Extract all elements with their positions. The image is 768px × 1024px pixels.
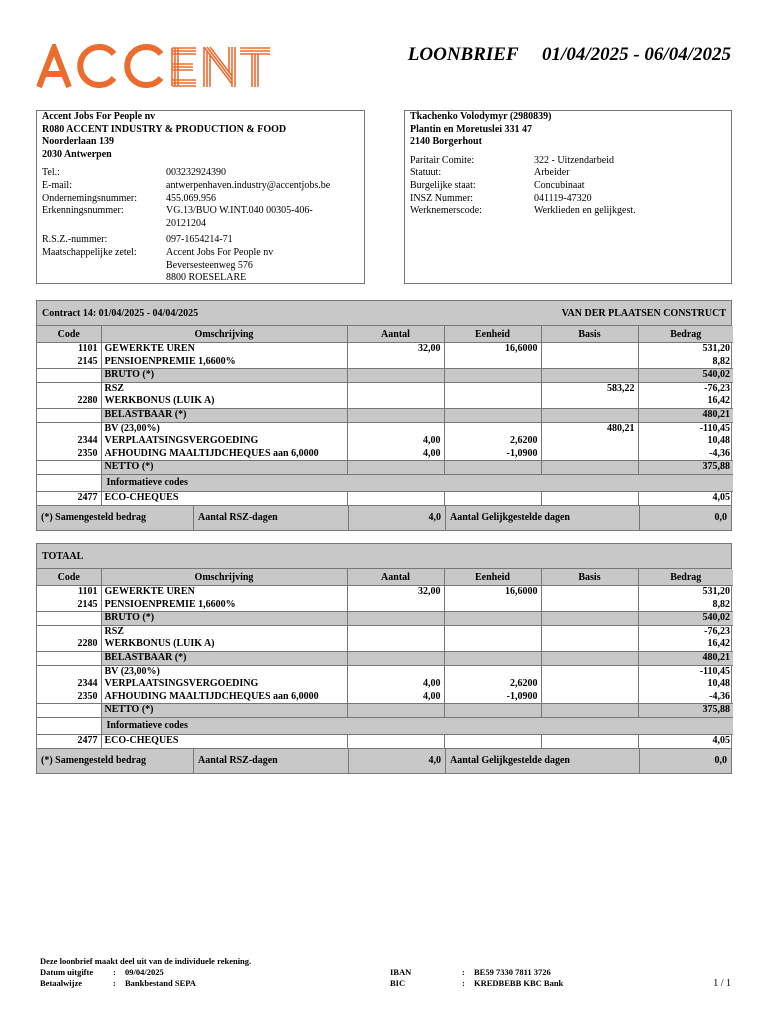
worker-field: Werknemerscode: Werklieden en gelijkgest. <box>410 205 636 217</box>
section-header <box>37 544 731 569</box>
cell-aantal <box>347 369 444 383</box>
cell-bedrag: 480,21 <box>638 651 733 665</box>
table-row <box>37 356 733 369</box>
cell-desc: ECO-CHEQUES <box>101 491 347 504</box>
employer-field: Erkenningsnummer: VG.13/BUO W.INT.040 00305-406- <box>42 205 313 217</box>
cell-code: 2145 <box>37 356 101 369</box>
cell-bedrag: 4,05 <box>638 734 733 747</box>
employer-fields <box>42 167 359 284</box>
employer-field: Tel.: 003232924390 <box>42 167 226 179</box>
cell-code <box>37 651 101 665</box>
cell-code <box>37 369 101 383</box>
info-codes-row <box>37 474 733 491</box>
cell-code: 2280 <box>37 638 101 651</box>
footer-note: Deze loonbrief maakt deel uit van de individuele rekening. <box>40 956 252 966</box>
cell-desc: BELASTBAAR (*) <box>101 408 347 422</box>
table-row <box>37 678 733 691</box>
cell-aantal <box>347 734 444 747</box>
cell-desc: BRUTO (*) <box>101 612 347 626</box>
cell-bedrag: -76,23 <box>638 625 733 638</box>
worker-name: Tkachenko Volodymyr (2980839) <box>410 111 552 122</box>
cell-desc: ECO-CHEQUES <box>101 734 347 747</box>
cell-bedrag: 8,82 <box>638 599 733 612</box>
cell-desc: WERKBONUS (LUIK A) <box>101 638 347 651</box>
cell-basis <box>541 678 638 691</box>
cell-basis <box>541 356 638 369</box>
document-title: LOONBRIEF 01/04/2025 - 06/04/2025 <box>407 44 731 65</box>
employer-division: R080 ACCENT INDUSTRY & PRODUCTION & FOOD <box>42 123 287 135</box>
cell-aantal: 4,00 <box>347 691 444 704</box>
cell-eenheid <box>444 422 541 435</box>
section-footer <box>37 505 731 530</box>
issue-date-label: Datum uitgifte <box>40 967 94 977</box>
section-footer <box>37 748 731 773</box>
cell-code: 2350 <box>37 448 101 461</box>
cell-eenheid <box>444 491 541 504</box>
table-row <box>37 691 733 704</box>
cell-basis <box>541 651 638 665</box>
employer-field: 8800 ROESELARE <box>166 272 247 284</box>
cell-desc: PENSIOENPREMIE 1,6600% <box>101 356 347 369</box>
cell-code: 2344 <box>37 435 101 448</box>
cell-desc: VERPLAATSINGSVERGOEDING <box>101 435 347 448</box>
cell-desc: AFHOUDING MAALTIJDCHEQUES aan 6,0000 <box>101 691 347 704</box>
cell-eenheid <box>444 408 541 422</box>
section-title: TOTAAL <box>42 550 84 562</box>
worker-city: 2140 Borgerhout <box>410 136 482 148</box>
cell-basis <box>541 435 638 448</box>
cell-eenheid <box>444 461 541 475</box>
cell-desc: BV (23,00%) <box>101 422 347 435</box>
table-row <box>37 665 733 678</box>
column-header: Eenheid <box>444 569 541 586</box>
cell-bedrag: 375,88 <box>638 704 733 718</box>
table-row <box>37 408 733 422</box>
cell-eenheid: 2,6200 <box>444 678 541 691</box>
worker-box <box>404 110 732 284</box>
cell-code: 2280 <box>37 395 101 408</box>
cell-desc: BV (23,00%) <box>101 665 347 678</box>
cell-eenheid <box>444 651 541 665</box>
cell-desc: NETTO (*) <box>101 461 347 475</box>
payment-method-label: Betaalwijze <box>40 978 83 988</box>
cell-code <box>37 612 101 626</box>
cell-aantal <box>347 422 444 435</box>
employer-field: R.S.Z.-nummer: 097-1654214-71 <box>42 234 233 246</box>
rsz-days-value: 4,0 <box>348 749 445 773</box>
cell-code <box>37 422 101 435</box>
column-header: Eenheid <box>444 326 541 343</box>
cell-eenheid: -1,0900 <box>444 448 541 461</box>
employer-field: Beversesteenweg 576 <box>166 259 253 271</box>
cell-basis <box>541 691 638 704</box>
cell-aantal <box>347 665 444 678</box>
table-row <box>37 625 733 638</box>
column-header: Omschrijving <box>101 326 347 343</box>
worker-street: Plantin en Moretuslei 331 47 <box>410 123 533 135</box>
info-codes-label: Informatieve codes <box>101 474 733 491</box>
info-codes-row <box>37 717 733 734</box>
cell-code: 2344 <box>37 678 101 691</box>
cell-aantal <box>347 491 444 504</box>
cell-bedrag: 480,21 <box>638 408 733 422</box>
cell-desc: GEWERKTE UREN <box>101 343 347 356</box>
cell-bedrag: 16,42 <box>638 395 733 408</box>
cell-eenheid <box>444 704 541 718</box>
table-row <box>37 395 733 408</box>
cell-eenheid <box>444 395 541 408</box>
cell-aantal <box>347 395 444 408</box>
cell-code: 2350 <box>37 691 101 704</box>
column-header: Omschrijving <box>101 569 347 586</box>
cell-basis <box>541 369 638 383</box>
cell-basis <box>541 734 638 747</box>
bic-label: BIC <box>390 978 406 988</box>
cell-eenheid <box>444 356 541 369</box>
cell-aantal <box>347 612 444 626</box>
document-footer <box>40 956 732 989</box>
cell-aantal <box>347 408 444 422</box>
cell-bedrag: 10,48 <box>638 435 733 448</box>
employer-field: Maatschappelijke zetel: Accent Jobs For People nv <box>42 246 274 258</box>
worker-field: Statuut: Arbeider <box>410 167 570 179</box>
cell-eenheid <box>444 369 541 383</box>
composite-note: (*) Samengesteld bedrag <box>41 512 146 524</box>
cell-basis <box>541 461 638 475</box>
cell-basis <box>541 704 638 718</box>
employer-field: E-mail: antwerpenhaven.industry@accentjobs.be <box>42 179 331 191</box>
cell-bedrag: 8,82 <box>638 356 733 369</box>
cell-aantal <box>347 638 444 651</box>
cell-basis <box>541 625 638 638</box>
cell-basis <box>541 586 638 599</box>
iban-value: BE59 7330 7811 3726 <box>474 967 551 977</box>
table-row <box>37 651 733 665</box>
employer-box <box>36 110 365 284</box>
cell-eenheid <box>444 382 541 395</box>
cell-eenheid: 2,6200 <box>444 435 541 448</box>
cell-code <box>37 665 101 678</box>
cell-bedrag: 540,02 <box>638 369 733 383</box>
cell-code: 2145 <box>37 599 101 612</box>
section-header <box>37 301 731 326</box>
table-row <box>37 586 733 599</box>
table-row <box>37 435 733 448</box>
page-number: 1 / 1 <box>713 978 731 989</box>
cell-bedrag: -4,36 <box>638 448 733 461</box>
cell-code: 1101 <box>37 343 101 356</box>
worker-field: INSZ Nummer: 041119-47320 <box>410 192 592 204</box>
cell-bedrag: 4,05 <box>638 491 733 504</box>
column-header: Code <box>37 569 101 586</box>
section-client: VAN DER PLAATSEN CONSTRUCT <box>561 307 726 319</box>
table-header-row <box>37 569 733 586</box>
footer-row: Betaalwijze : Bankbestand SEPA BIC : KREDBEBB KBC Bank <box>40 978 732 989</box>
cell-aantal: 32,00 <box>347 343 444 356</box>
cell-basis <box>541 665 638 678</box>
cell-basis: 480,21 <box>541 422 638 435</box>
composite-note: (*) Samengesteld bedrag <box>41 755 146 767</box>
cell-eenheid: 16,6000 <box>444 343 541 356</box>
cell-bedrag: 375,88 <box>638 461 733 475</box>
cell-bedrag: -4,36 <box>638 691 733 704</box>
cell-eenheid <box>444 625 541 638</box>
cell-basis <box>541 612 638 626</box>
cell-bedrag: 531,20 <box>638 343 733 356</box>
table-row <box>37 382 733 395</box>
employer-city: 2030 Antwerpen <box>42 148 112 160</box>
column-header: Code <box>37 326 101 343</box>
table-row <box>37 461 733 475</box>
payment-method-value: Bankbestand SEPA <box>125 978 196 988</box>
cell-desc: BRUTO (*) <box>101 369 347 383</box>
iban-label: IBAN <box>390 967 412 977</box>
column-header: Bedrag <box>638 326 733 343</box>
cell-bedrag: 10,48 <box>638 678 733 691</box>
cell-code <box>37 408 101 422</box>
column-header: Basis <box>541 569 638 586</box>
cell-desc: BELASTBAAR (*) <box>101 651 347 665</box>
employer-name: Accent Jobs For People nv <box>42 111 156 122</box>
cell-basis <box>541 599 638 612</box>
table-row <box>37 612 733 626</box>
table-row <box>37 491 733 504</box>
cell-code: 1101 <box>37 586 101 599</box>
info-codes-label: Informatieve codes <box>101 717 733 734</box>
cell-desc: WERKBONUS (LUIK A) <box>101 395 347 408</box>
cell-aantal: 32,00 <box>347 586 444 599</box>
cell-desc: AFHOUDING MAALTIJDCHEQUES aan 6,0000 <box>101 448 347 461</box>
cell-basis <box>541 343 638 356</box>
cell-aantal <box>347 704 444 718</box>
cell-eenheid <box>444 734 541 747</box>
equivalent-days-value: 0,0 <box>639 506 731 530</box>
rsz-days-label: Aantal RSZ-dagen <box>193 506 348 530</box>
rsz-days-label: Aantal RSZ-dagen <box>193 749 348 773</box>
cell-desc: GEWERKTE UREN <box>101 586 347 599</box>
cell-desc: NETTO (*) <box>101 704 347 718</box>
cell-eenheid: 16,6000 <box>444 586 541 599</box>
cell-bedrag: 16,42 <box>638 638 733 651</box>
footer-row: Datum uitgifte : 09/04/2025 IBAN : BE59 7330 7811 3726 <box>40 967 732 978</box>
document-period: 01/04/2025 - 06/04/2025 <box>542 44 731 65</box>
cell-basis <box>541 491 638 504</box>
table-row <box>37 734 733 747</box>
cell-basis <box>541 638 638 651</box>
employer-field: Ondernemingsnummer: 455.069.956 <box>42 192 216 204</box>
cell-aantal <box>347 599 444 612</box>
cell-desc: RSZ <box>101 625 347 638</box>
cell-aantal <box>347 461 444 475</box>
cell-aantal: 4,00 <box>347 435 444 448</box>
worker-field: Paritair Comite: 322 - Uitzendarbeid <box>410 154 614 166</box>
cell-eenheid <box>444 599 541 612</box>
cell-aantal: 4,00 <box>347 678 444 691</box>
accent-logo <box>36 44 271 88</box>
cell-basis <box>541 395 638 408</box>
cell-aantal <box>347 625 444 638</box>
cell-desc: PENSIOENPREMIE 1,6600% <box>101 599 347 612</box>
equivalent-days-value: 0,0 <box>639 749 731 773</box>
rsz-days-value: 4,0 <box>348 506 445 530</box>
bic-value: KREDBEBB KBC Bank <box>474 978 564 988</box>
cell-code <box>37 382 101 395</box>
cell-aantal <box>347 356 444 369</box>
contract-pay-table <box>36 300 732 531</box>
worker-fields <box>410 155 726 218</box>
cell-code <box>37 704 101 718</box>
total-pay-table <box>36 543 732 774</box>
cell-bedrag: 540,02 <box>638 612 733 626</box>
cell-desc: VERPLAATSINGSVERGOEDING <box>101 678 347 691</box>
employer-street: Noorderlaan 139 <box>42 136 114 148</box>
cell-code: 2477 <box>37 734 101 747</box>
cell-aantal <box>347 651 444 665</box>
table-row <box>37 448 733 461</box>
column-header: Basis <box>541 326 638 343</box>
cell-basis: 583,22 <box>541 382 638 395</box>
cell-code <box>37 625 101 638</box>
cell-bedrag: -110,45 <box>638 665 733 678</box>
cell-code: 2477 <box>37 491 101 504</box>
table-row <box>37 599 733 612</box>
cell-aantal <box>347 382 444 395</box>
column-header: Aantal <box>347 326 444 343</box>
equivalent-days-label: Aantal Gelijkgestelde dagen <box>445 506 639 530</box>
cell-eenheid: -1,0900 <box>444 691 541 704</box>
section-title: Contract 14: 01/04/2025 - 04/04/2025 <box>42 307 199 319</box>
cell-eenheid <box>444 638 541 651</box>
cell-code <box>37 461 101 475</box>
table-row <box>37 704 733 718</box>
pay-lines-table <box>37 326 733 505</box>
column-header: Aantal <box>347 569 444 586</box>
employer-field: 20121204 <box>166 217 206 229</box>
column-header: Bedrag <box>638 569 733 586</box>
cell-bedrag: -110,45 <box>638 422 733 435</box>
cell-bedrag: -76,23 <box>638 382 733 395</box>
cell-basis <box>541 448 638 461</box>
table-row <box>37 638 733 651</box>
table-row <box>37 369 733 383</box>
cell-aantal: 4,00 <box>347 448 444 461</box>
cell-basis <box>541 408 638 422</box>
pay-lines-table <box>37 569 733 748</box>
cell-desc: RSZ <box>101 382 347 395</box>
equivalent-days-label: Aantal Gelijkgestelde dagen <box>445 749 639 773</box>
cell-eenheid <box>444 612 541 626</box>
worker-field: Burgelijke staat: Concubinaat <box>410 179 585 191</box>
cell-eenheid <box>444 665 541 678</box>
table-row <box>37 343 733 356</box>
table-row <box>37 422 733 435</box>
cell-bedrag: 531,20 <box>638 586 733 599</box>
issue-date-value: 09/04/2025 <box>125 967 164 977</box>
table-header-row <box>37 326 733 343</box>
